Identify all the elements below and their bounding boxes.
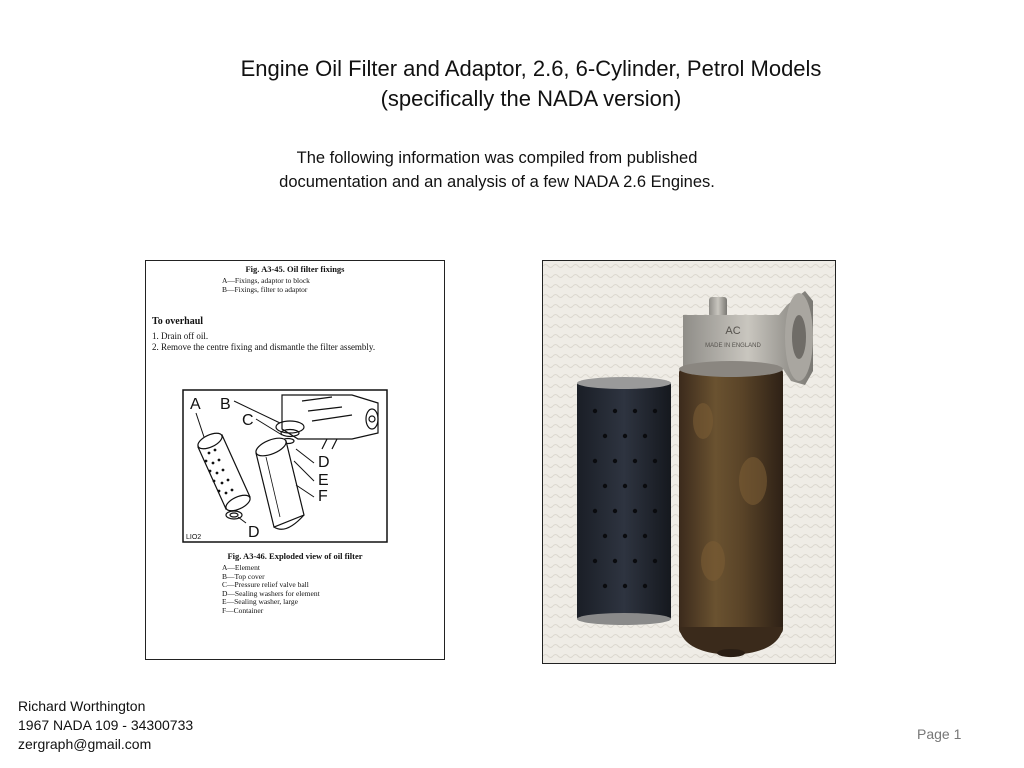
author-name: Richard Worthington [18, 698, 146, 714]
fig1-item: B—Fixings, filter to adaptor [222, 285, 308, 294]
label-b: B [220, 396, 231, 413]
fig1-caption: Fig. A3-45. Oil filter fixings [245, 264, 345, 274]
title-line-2: (specifically the NADA version) [380, 86, 682, 111]
intro-line-2: documentation and an analysis of a few NADA 2.6 Engines. [279, 173, 715, 191]
label-d: D [318, 454, 330, 471]
fig2-item: D—Sealing washers for element [222, 588, 320, 598]
label-a: A [190, 396, 201, 413]
label-e: E [318, 472, 329, 489]
author-footer [18, 697, 193, 754]
fig2-item: F—Container [222, 605, 264, 615]
stamp-text: MADE IN ENGLAND [705, 343, 761, 349]
fig1-item: A—Fixings, adaptor to block [222, 276, 310, 285]
fig2-legend [222, 564, 320, 616]
author-vehicle: 1967 NADA 109 - 34300733 [18, 717, 194, 733]
page-number: Page 1 [917, 726, 962, 742]
label-c: C [242, 412, 254, 429]
fig2-item: E—Sealing washer, large [222, 597, 298, 607]
step-item: 2. Remove the centre fixing and dismantle the filter assembly. [152, 342, 376, 352]
fig2-item: A—Element [222, 563, 260, 572]
manual-excerpt [145, 260, 445, 660]
fig1-legend [222, 276, 310, 294]
exploded-filter-diagram [182, 389, 388, 543]
diagram-code: LIO2 [186, 534, 202, 541]
label-d-2: D [248, 524, 260, 541]
intro-line-1: The following information was compiled from published [296, 149, 698, 167]
fig2-item: B—Top cover [222, 571, 265, 581]
fig2-caption: Fig. A3-46. Exploded view of oil filter [227, 551, 363, 561]
label-f: F [318, 488, 328, 505]
intro-text [0, 146, 994, 194]
filter-photo [542, 260, 836, 664]
rusty-canister-photo [679, 361, 783, 657]
filter-element-photo [577, 377, 671, 625]
step-item: 1. Drain off oil. [152, 331, 209, 341]
fig2-item: C—Pressure relief valve ball [222, 580, 309, 590]
stamp-brand: AC [725, 325, 741, 337]
page-title [0, 54, 1024, 114]
overhaul-steps [152, 331, 422, 353]
title-line-1: Engine Oil Filter and Adaptor, 2.6, 6-Cylinder, Petrol Models [240, 56, 822, 81]
overhaul-heading: To overhaul [152, 316, 204, 327]
author-email[interactable]: zergraph@gmail.com [18, 736, 152, 752]
